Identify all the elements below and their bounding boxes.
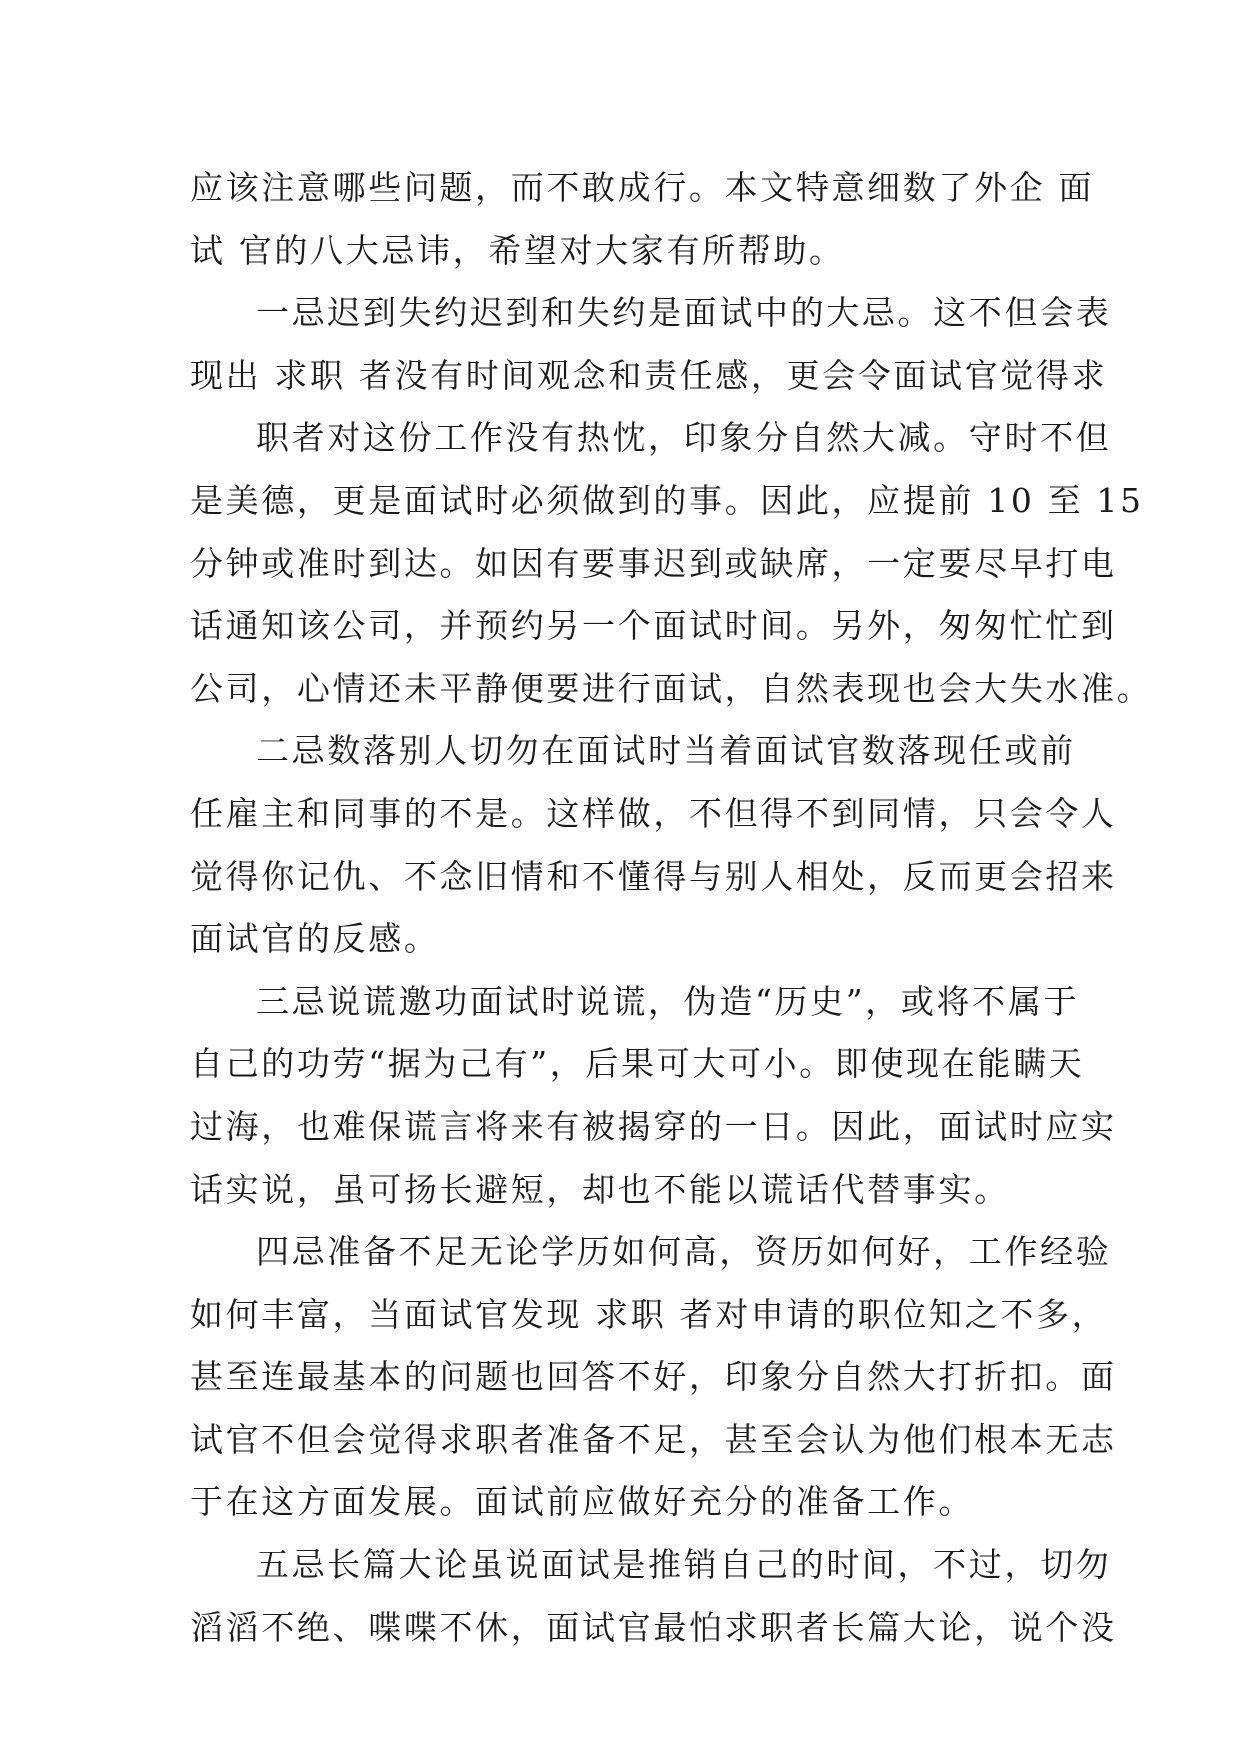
text-line: 一忌迟到失约迟到和失约是面试中的大忌。这不但会表 [256,293,1112,333]
text-line: 过海，也难保谎言将来有被揭穿的一日。因此，面试时应实 [190,1106,1117,1146]
text-line: 话实说，虽可扬长避短，却也不能以谎话代替事实。 [190,1169,1010,1209]
text-line: 三忌说谎邀功面试时说谎，伪造“历史”，或将不属于 [256,981,1080,1021]
text-line: 于在这方面发展。面试前应做好充分的准备工作。 [190,1482,975,1522]
text-line: 四忌准备不足无论学历如何高，资历如何好，工作经验 [256,1232,1112,1272]
text-line: 话通知该公司，并预约另一个面试时间。另外，匆匆忙忙到 [190,606,1117,646]
text-line: 是美德，更是面试时必须做到的事。因此，应提前 10 至 15 [190,480,1144,520]
text-line: 应该注意哪些问题，而不敢成行。本文特意细数了外企 面 [190,168,1095,207]
text-line: 滔滔不绝、喋喋不休，面试官最怕求职者长篇大论，说个没 [190,1607,1117,1647]
text-line: 甚至连最基本的问题也回答不好，印象分自然大打折扣。面 [190,1357,1117,1397]
text-line: 职者对这份工作没有热忱，印象分自然大减。守时不但 [256,418,1112,458]
text-line: 面试官的反感。 [190,919,440,959]
text-line: 试 官的八大忌讳，希望对大家有所帮助。 [190,230,845,270]
text-line: 觉得你记仇、不念旧情和不懂得与别人相处，反而更会招来 [190,856,1117,896]
text-line: 五忌长篇大论虽说面试是推销自己的时间，不过，切勿 [256,1545,1112,1585]
text-line: 分钟或准时到达。如因有要事迟到或缺席，一定要尽早打电 [190,543,1117,583]
text-line: 任雇主和同事的不是。这样做，不但得不到同情，只会令人 [190,793,1117,833]
body-text [190,157,1153,1659]
text-line: 公司，心情还未平静便要进行面试，自然表现也会大失水准。 [190,668,1153,708]
text-line: 现出 求职 者没有时间观念和责任感，更会令面试官觉得求 [190,355,1108,395]
text-line: 自己的功劳“据为己有”，后果可大可小。即使现在能瞒天 [190,1044,1085,1084]
text-line: 试官不但会觉得求职者准备不足，甚至会认为他们根本无志 [190,1419,1117,1459]
text-line: 如何丰富，当面试官发现 求职 者对申请的职位知之不多， [190,1294,1108,1334]
text-line: 二忌数落别人切勿在面试时当着面试官数落现任或前 [256,731,1076,771]
